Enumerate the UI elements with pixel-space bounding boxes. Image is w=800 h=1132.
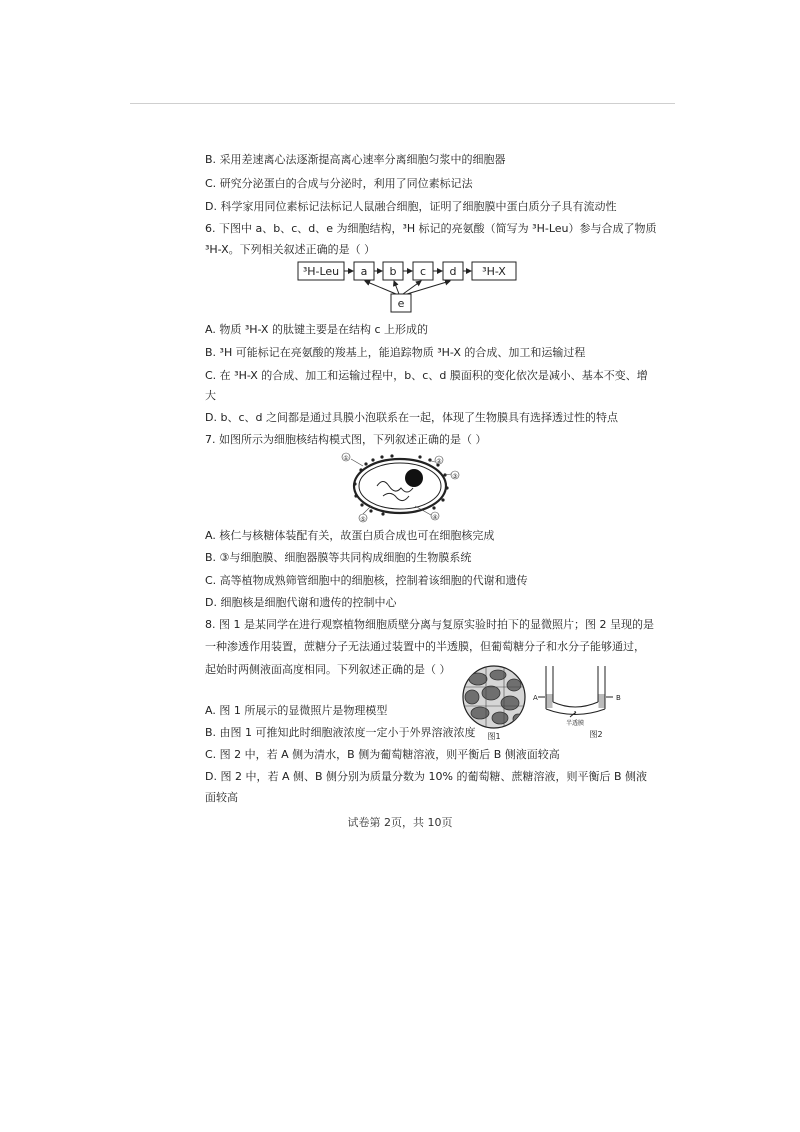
q6-option-a: A. 物质 ³H-X 的肽键主要是在结构 c 上形成的 — [205, 323, 428, 336]
nucleus-label-1: ① — [343, 455, 349, 462]
flow-node-end: ³H-X — [482, 265, 506, 278]
q5-option-b: B. 采用差速离心法逐渐提高离心速率分离细胞匀浆中的细胞器 — [205, 153, 506, 166]
figure-2-side-a: A — [533, 694, 538, 702]
figure-2-side-b: B — [616, 694, 621, 702]
flow-node-d: d — [449, 265, 457, 278]
figure-2-membrane-label: 半透膜 — [565, 720, 585, 727]
q7-option-c: C. 高等植物成熟筛管细胞中的细胞核，控制着该细胞的代谢和遗传 — [205, 574, 528, 587]
q8-option-c: C. 图 2 中，若 A 侧为清水，B 侧为葡萄糖溶液，则平衡后 B 侧液面较高 — [205, 748, 560, 761]
q7-stem: 7. 如图所示为细胞核结构模式图，下列叙述正确的是（ ） — [205, 433, 487, 446]
page-footer: 试卷第 2页，共 10页 — [347, 816, 453, 829]
flow-node-e: e — [397, 297, 405, 310]
nucleus-label-2: ② — [436, 458, 442, 465]
flow-node-a: a — [360, 265, 368, 278]
q8-option-d-line1: D. 图 2 中，若 A 侧、B 侧分别为质量分数为 10% 的葡萄糖、蔗糖溶液，则平衡后 B 侧液 — [205, 770, 647, 783]
q8-stem-line2: 一种渗透作用装置，蔗糖分子无法通过装置中的半透膜，但葡萄糖分子和水分子能够通过， — [205, 640, 645, 653]
q6-option-c-line1: C. 在 ³H-X 的合成、加工和运输过程中，b、c、d 膜面积的变化依次是减小、基本不变、增 — [205, 369, 648, 382]
q8-stem-line1: 8. 图 1 是某同学在进行观察植物细胞质壁分离与复原实验时拍下的显微照片；图 2 呈现的是 — [205, 618, 654, 631]
nucleus-label-3: ③ — [452, 473, 458, 480]
header-rule — [130, 103, 675, 104]
q6-option-d: D. b、c、d 之间都是通过具膜小泡联系在一起，体现了生物膜具有选择透过性的特点 — [205, 411, 618, 424]
flow-node-c: c — [419, 265, 427, 278]
q7-option-a: A. 核仁与核糖体装配有关，故蛋白质合成也可在细胞核完成 — [205, 529, 495, 542]
q5-option-d: D. 科学家用同位素标记法标记人鼠融合细胞，证明了细胞膜中蛋白质分子具有流动性 — [205, 200, 617, 213]
q6-option-b: B. ³H 可能标记在亮氨酸的羧基上，能追踪物质 ³H-X 的合成、加工和运输过程 — [205, 346, 586, 359]
q7-option-d: D. 细胞核是细胞代谢和遗传的控制中心 — [205, 596, 397, 609]
q8-option-d-line2: 面较高 — [205, 791, 238, 804]
q8-option-a: A. 图 1 所展示的显微照片是物理模型 — [205, 704, 388, 717]
q7-option-b: B. ③与细胞膜、细胞器膜等共同构成细胞的生物膜系统 — [205, 551, 472, 564]
nucleus-label-5: ⑤ — [360, 516, 366, 523]
nucleus-label-4: ④ — [432, 514, 438, 521]
flow-node-b: b — [389, 265, 397, 278]
q6-stem-line2: ³H-X。下列相关叙述正确的是（ ） — [205, 243, 376, 256]
flow-node-start: ³H-Leu — [302, 265, 340, 278]
q5-option-c: C. 研究分泌蛋白的合成与分泌时，利用了同位素标记法 — [205, 177, 473, 190]
figure-2-caption: 图2 — [589, 730, 603, 739]
q8-stem-line3: 起始时两侧液面高度相同。下列叙述正确的是（ ） — [205, 663, 451, 676]
q8-figure-2-osmosis-device — [528, 664, 630, 740]
q6-stem-line1: 6. 下图中 a、b、c、d、e 为细胞结构，³H 标记的亮氨酸（简写为 ³H-Leu）参与合成了物质 — [205, 222, 657, 235]
q6-option-c-line2: 大 — [205, 389, 216, 402]
q6-flow-diagram — [290, 256, 520, 318]
q7-nucleus-diagram — [335, 448, 465, 524]
figure-1-caption: 图1 — [487, 732, 501, 741]
q8-option-b: B. 由图 1 可推知此时细胞液浓度一定小于外界溶液浓度 — [205, 726, 476, 739]
